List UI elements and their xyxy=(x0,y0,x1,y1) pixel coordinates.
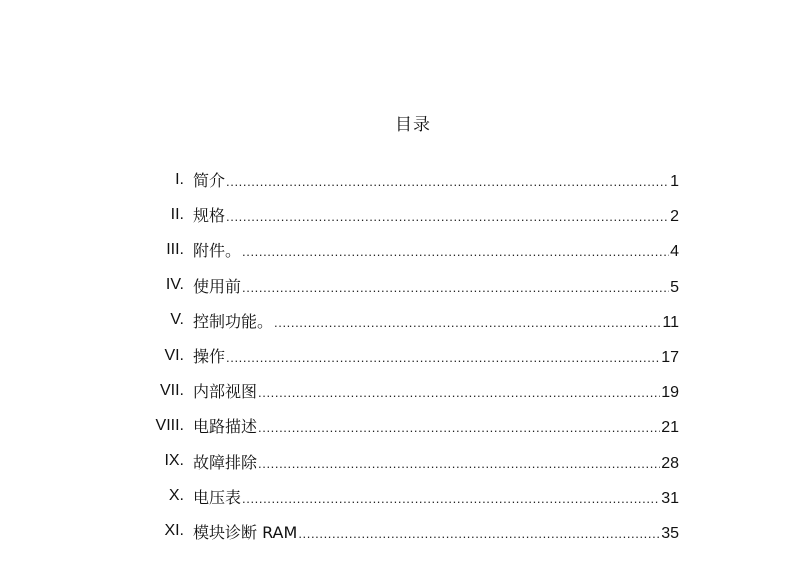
toc-entry-number: V. xyxy=(170,311,184,329)
toc-entry-number: VIII. xyxy=(155,416,184,434)
page-title: 目录 xyxy=(395,115,431,135)
toc-entry-page: 21 xyxy=(661,419,679,437)
toc-entry-body xyxy=(193,414,679,437)
toc-entry-title: 附件。 xyxy=(193,241,242,261)
toc-entry-number: VII. xyxy=(159,381,184,399)
toc-entry-title: 模块诊断 RAM xyxy=(193,522,298,542)
toc-entry-page: 35 xyxy=(661,524,679,542)
toc-entry-number: III. xyxy=(166,240,184,258)
dot-leader xyxy=(242,244,669,259)
toc-entry-body xyxy=(193,238,679,261)
toc-entry[interactable] xyxy=(0,303,793,338)
dot-leader xyxy=(298,526,660,541)
toc-entry-number: XI. xyxy=(164,522,184,540)
toc-entry-body xyxy=(193,309,679,332)
toc-entry[interactable] xyxy=(0,373,793,408)
toc-entry-page: 31 xyxy=(661,489,679,507)
toc-entry-title: 内部视图 xyxy=(193,382,258,402)
toc-entry-body xyxy=(193,520,679,543)
toc-entry-page: 4 xyxy=(670,243,679,261)
toc-entry-page: 17 xyxy=(661,349,679,367)
toc-entry-page: 28 xyxy=(661,454,679,472)
toc-entry-number: II. xyxy=(170,205,184,223)
dot-leader xyxy=(258,456,660,471)
toc-entry-number: IV. xyxy=(165,276,184,294)
toc-entry-title: 电路描述 xyxy=(193,417,258,437)
toc-entry-number: I. xyxy=(175,170,184,188)
toc-entry-title: 操作 xyxy=(193,347,226,367)
toc-entry-title: 电压表 xyxy=(193,487,242,507)
toc-entry-number: IX. xyxy=(164,452,184,470)
dot-leader xyxy=(242,280,669,295)
toc-entry-page: 19 xyxy=(661,384,679,402)
dot-leader xyxy=(258,420,660,435)
toc-entry-title: 简介 xyxy=(193,171,226,191)
toc-entry[interactable] xyxy=(0,268,793,303)
toc-entry-number: X. xyxy=(168,487,184,505)
toc-entry-body xyxy=(193,379,679,402)
toc-entry-page: 1 xyxy=(670,173,679,191)
toc-entry-title: 使用前 xyxy=(193,276,242,296)
toc-entry[interactable] xyxy=(0,479,793,514)
toc-entry-body xyxy=(193,274,679,297)
toc-entry-body xyxy=(193,344,679,367)
toc-entry[interactable] xyxy=(0,408,793,443)
toc-entry[interactable] xyxy=(0,338,793,373)
dot-leader xyxy=(274,315,661,330)
toc-entry-title: 规格 xyxy=(193,206,226,226)
dot-leader xyxy=(242,491,660,506)
toc-entry-title: 故障排除 xyxy=(193,452,258,472)
toc-entry[interactable] xyxy=(0,514,793,549)
toc-entry-body xyxy=(193,485,679,508)
toc-entry[interactable] xyxy=(0,232,793,267)
table-of-contents xyxy=(0,162,793,549)
toc-entry-page: 5 xyxy=(670,278,679,296)
toc-entry-body xyxy=(193,450,679,473)
dot-leader xyxy=(226,350,660,365)
toc-entry[interactable] xyxy=(0,162,793,197)
dot-leader xyxy=(226,209,669,224)
toc-entry[interactable] xyxy=(0,444,793,479)
dot-leader xyxy=(226,174,669,189)
toc-entry-body xyxy=(193,203,679,226)
toc-entry-title: 控制功能。 xyxy=(193,311,274,331)
toc-entry-body xyxy=(193,168,679,191)
toc-entry-page: 11 xyxy=(662,313,679,331)
toc-entry-page: 2 xyxy=(670,208,679,226)
dot-leader xyxy=(258,385,660,400)
toc-entry[interactable] xyxy=(0,197,793,232)
toc-entry-number: VI. xyxy=(164,346,184,364)
